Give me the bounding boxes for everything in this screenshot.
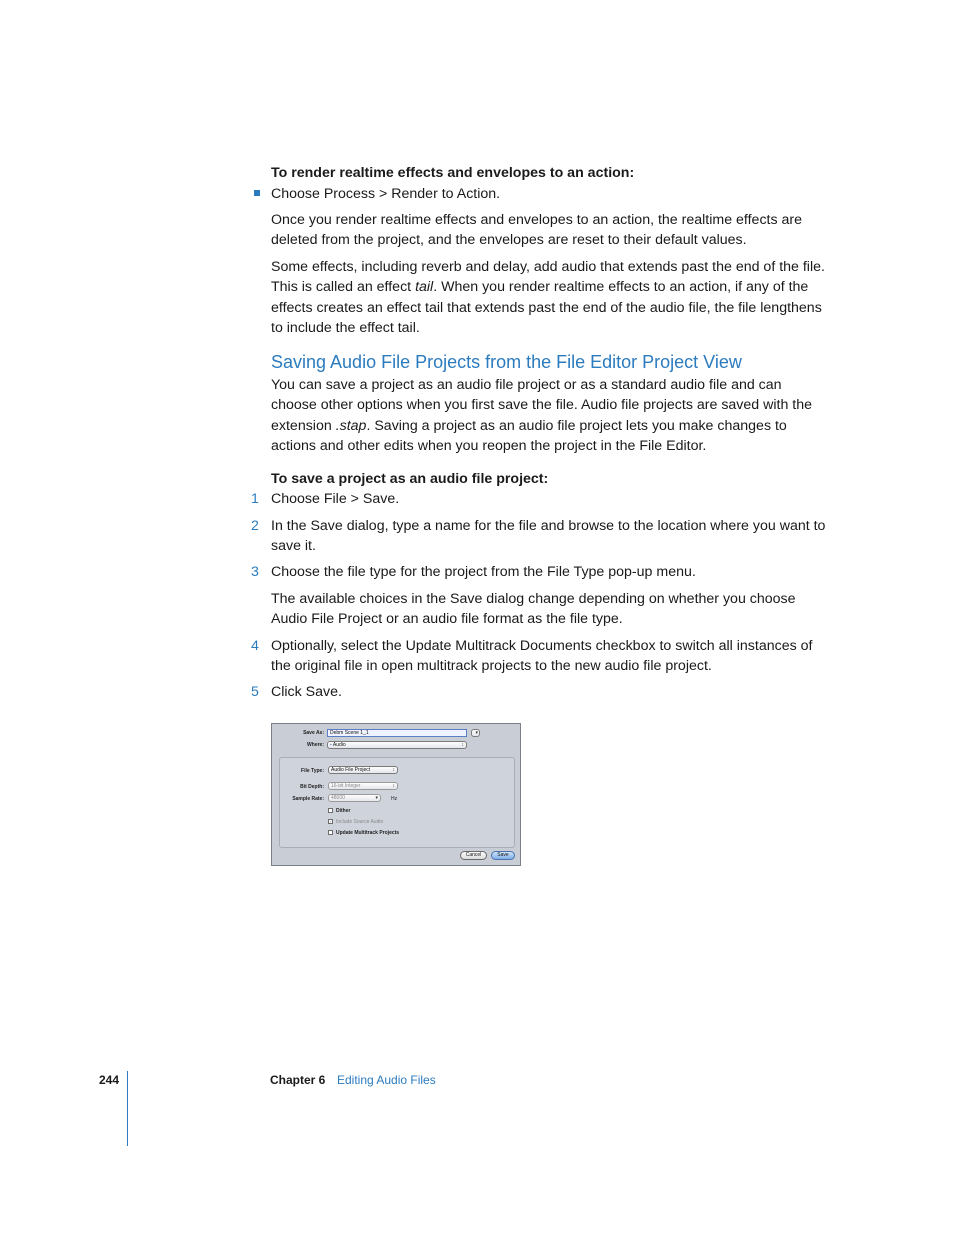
bit-depth-popup[interactable] xyxy=(328,782,398,790)
step-text: In the Save dialog, type a name for the file and browse to the location where you want to save it. xyxy=(271,518,826,555)
sample-rate-label: Sample Rate: xyxy=(292,796,324,802)
bullet-item: Choose Process > Render to Action. xyxy=(271,186,501,202)
file-type-value: Audio File Project xyxy=(331,767,371,773)
step-note: The available choices in the Save dialog change depending on whether you choose Audio File Project or an audio file format as the file type. xyxy=(271,591,796,628)
step-text: Choose the file type for the project from the File Type pop-up menu. xyxy=(271,564,696,580)
dither-label: Dither xyxy=(336,808,351,814)
include-source-label: Include Source Audio xyxy=(336,819,384,825)
bullet-square-icon xyxy=(254,190,260,196)
chapter-label: Chapter 6 xyxy=(270,1073,326,1087)
steps-title: To save a project as an audio file project: xyxy=(271,471,549,487)
step-number: 2 xyxy=(251,518,259,534)
save-button[interactable]: Save xyxy=(491,851,515,860)
step-text: Choose File > Save. xyxy=(271,491,400,507)
footer-divider xyxy=(127,1071,128,1146)
file-type-label: File Type: xyxy=(301,768,324,774)
update-multitrack-label: Update Multitrack Projects xyxy=(336,830,400,836)
step-number: 4 xyxy=(251,638,259,654)
bit-depth-label: Bit Depth: xyxy=(300,784,324,790)
section-heading: Saving Audio File Projects from the File Editor Project View xyxy=(271,352,742,372)
paragraph xyxy=(271,257,827,338)
step-number: 1 xyxy=(251,491,259,507)
section-title-render: To render realtime effects and envelopes to an action: xyxy=(271,165,635,181)
save-dialog xyxy=(271,723,521,866)
sample-rate-unit: Hz xyxy=(391,796,398,802)
paragraph-text: . When you render realtime effects to an action, if any of the effects creates an effect tail that extends past the end of the audio file, the file lengthens to include the effect tail. xyxy=(271,279,822,336)
paragraph-text: . Saving a project as an audio file project lets you make changes to actions and other edits when you reopen the project in the File Editor. xyxy=(271,417,787,454)
include-source-checkbox[interactable]: ✓ xyxy=(329,819,333,824)
cancel-button[interactable]: Cancel xyxy=(460,851,487,860)
step-number: 3 xyxy=(251,564,259,580)
chapter-title-link[interactable]: Editing Audio Files xyxy=(337,1073,436,1087)
chevron-down-icon: ▾ xyxy=(375,795,378,801)
update-multitrack-checkbox[interactable] xyxy=(328,830,333,835)
sample-rate-combo[interactable] xyxy=(328,794,381,802)
chevron-updown-icon: ↕ xyxy=(392,767,395,773)
file-type-popup[interactable] xyxy=(328,766,398,774)
where-popup[interactable] xyxy=(327,741,467,749)
italic-term: tail xyxy=(415,279,434,296)
page-number: 244 xyxy=(99,1073,120,1087)
step-text: Optionally, select the Update Multitrack Documents checkbox to switch all instances of the original file in open multitrack projects to the new audio file project. xyxy=(271,638,813,675)
expand-button[interactable] xyxy=(471,729,480,737)
step-text: Click Save. xyxy=(271,684,342,700)
step-number: 5 xyxy=(251,684,259,700)
chevron-updown-icon: ↕ xyxy=(461,742,464,748)
chevron-updown-icon: ↕ xyxy=(392,783,395,789)
dither-checkbox[interactable] xyxy=(328,808,333,813)
where-value: Audio xyxy=(332,742,346,748)
sample-rate-value: 48000 xyxy=(331,795,345,801)
chevron-down-icon: ▾ xyxy=(475,730,478,736)
paragraph: Once you render realtime effects and envelopes to an action, the realtime effects are deleted from the project, and the envelopes are reset to their default values. xyxy=(271,212,803,249)
italic-term: .stap xyxy=(335,417,367,434)
paragraph-text: Some effects, including reverb and delay, add audio that extends past the end of the file. This is called an effect xyxy=(271,259,825,296)
where-label: Where: xyxy=(307,742,324,748)
save-as-field[interactable]: Debm Scene 1_1 xyxy=(327,729,467,737)
paragraph xyxy=(271,375,827,456)
paragraph-text: You can save a project as an audio file project or as a standard audio file and can choose other options when you first save the file. Audio file projects are saved with the extension xyxy=(271,377,813,434)
save-as-label: Save As: xyxy=(303,730,324,736)
bit-depth-value: 16-bit Integer xyxy=(331,783,361,789)
folder-icon: ▪ xyxy=(330,742,333,748)
